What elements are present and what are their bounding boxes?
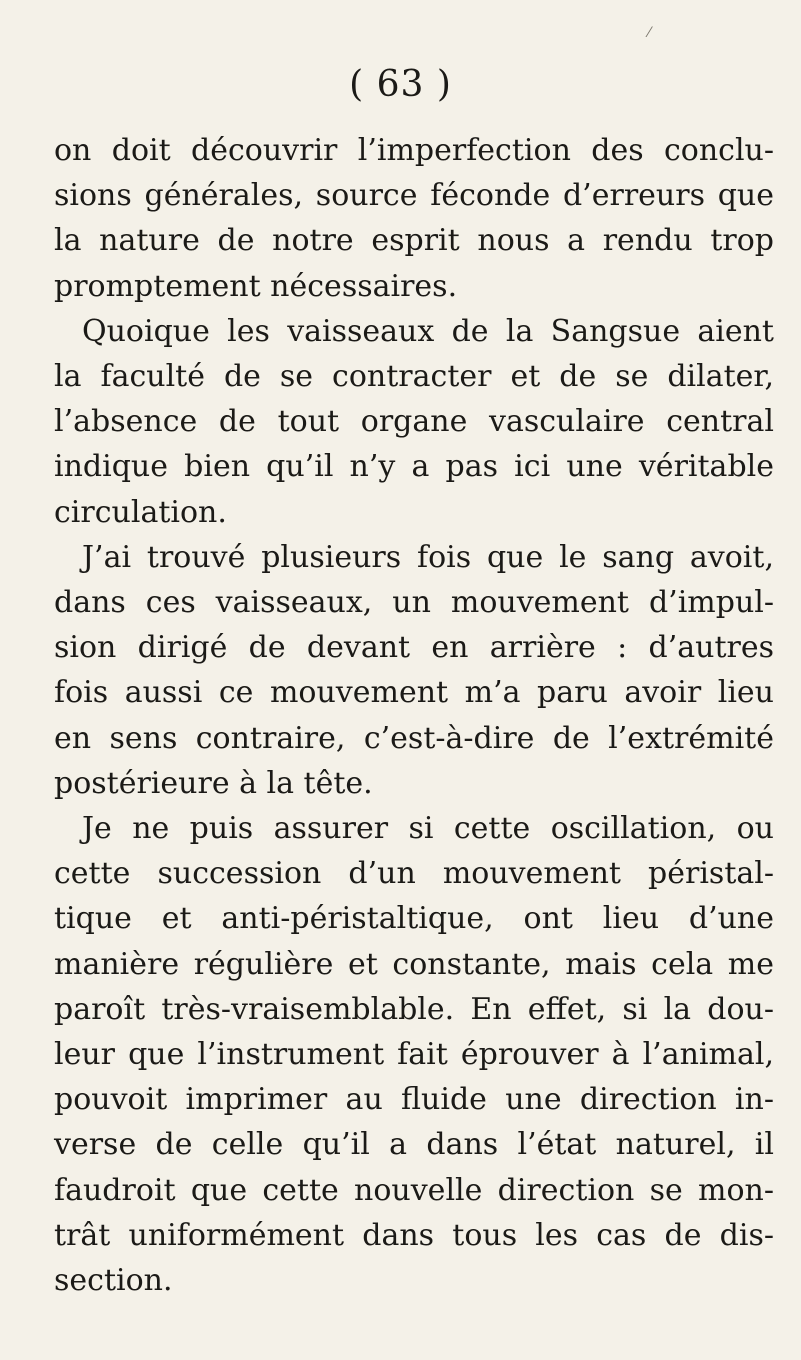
text-line: verse de celle qu’il a dans l’état naturel, il <box>54 1127 774 1163</box>
text-line: cette succession d’un mouvement péristal- <box>54 856 774 892</box>
text-line: fois aussi ce mouvement m’a paru avoir lieu <box>54 675 774 711</box>
text-line: manière régulière et constante, mais cela me <box>54 946 774 982</box>
text-line: la nature de notre esprit nous a rendu trop <box>54 223 774 259</box>
text-line: tique et anti-péristaltique, ont lieu d’une <box>54 901 774 937</box>
page-number: ( 63 ) <box>349 64 452 105</box>
page-body <box>54 128 774 1303</box>
paragraph-4 <box>54 806 774 1303</box>
text-line: trât uniformément dans tous les cas de dis- <box>54 1217 774 1253</box>
corner-mark: ⁄ <box>648 25 651 41</box>
text-line: postérieure à la tête. <box>54 765 373 801</box>
text-line: Je ne puis assurer si cette oscillation, ou <box>82 811 774 847</box>
text-line: sions générales, source féconde d’erreurs que <box>54 178 774 214</box>
text-line: l’absence de tout organe vasculaire central <box>54 404 774 440</box>
paragraph-1 <box>54 128 774 309</box>
paragraph-3 <box>54 535 774 806</box>
text-line: dans ces vaisseaux, un mouvement d’impul- <box>54 585 774 621</box>
text-line: sion dirigé de devant en arrière : d’autres <box>54 630 774 666</box>
text-line: J’ai trouvé plusieurs fois que le sang avoit, <box>82 539 774 575</box>
text-line: indique bien qu’il n’y a pas ici une véritable <box>54 449 774 485</box>
text-line: promptement nécessaires. <box>54 268 458 304</box>
text-line: la faculté de se contracter et de se dilater, <box>54 359 774 395</box>
text-line: on doit découvrir l’imperfection des conclu- <box>54 133 774 168</box>
text-line: leur que l’instrument fait éprouver à l’animal, <box>54 1037 774 1073</box>
text-line: circulation. <box>54 494 227 530</box>
text-line: pouvoit imprimer au fluide une direction in- <box>54 1082 774 1118</box>
text-line: faudroit que cette nouvelle direction se mon- <box>54 1172 774 1208</box>
text-line: paroît très-vraisemblable. En effet, si la dou- <box>54 991 774 1027</box>
paragraph-2 <box>54 309 774 535</box>
text-line: Quoique les vaisseaux de la Sangsue aient <box>82 313 774 349</box>
text-line: section. <box>54 1263 173 1299</box>
text-line: en sens contraire, c’est-à-dire de l’extrémité <box>54 720 774 756</box>
